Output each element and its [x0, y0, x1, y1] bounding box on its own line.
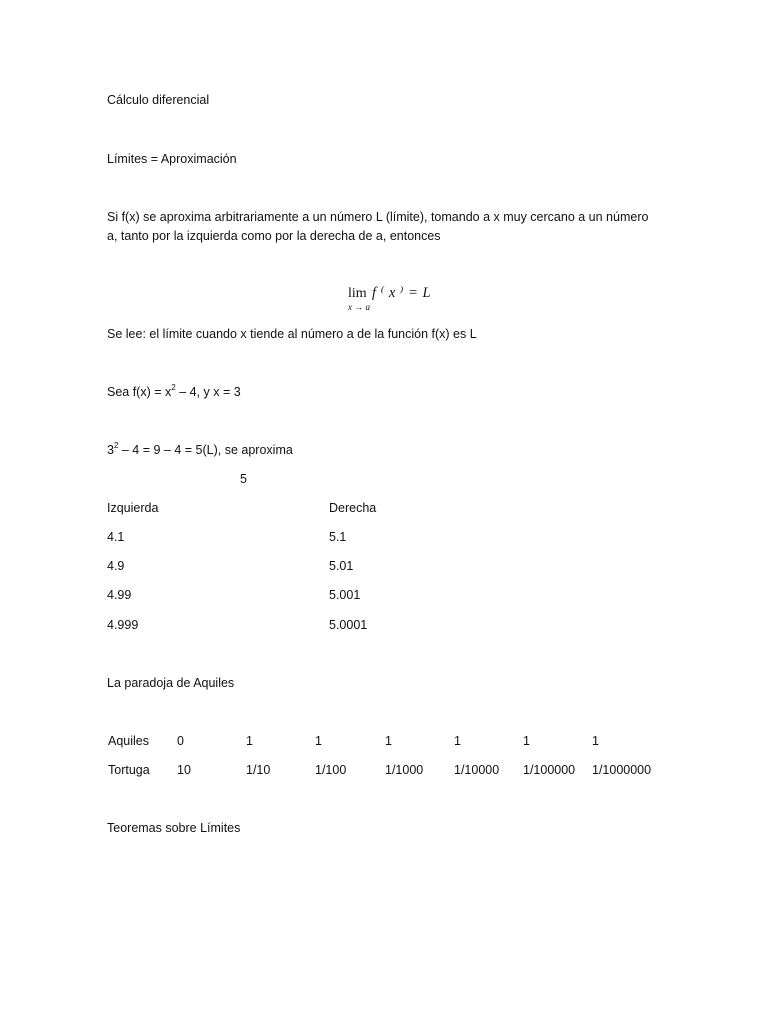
example-function-suffix: – 4, y x = 3 — [175, 385, 241, 399]
table-header-left: Izquierda — [107, 501, 159, 515]
paradox-cell: 1 — [246, 734, 253, 748]
example-function — [107, 382, 241, 402]
reading-line: Se lee: el límite cuando x tiende al número a de la función f(x) es L — [107, 327, 477, 341]
paradox-cell: 1 — [592, 734, 599, 748]
table-cell: 5.0001 — [329, 618, 368, 632]
paradox-cell: 10 — [177, 763, 191, 777]
theorems-title: Teoremas sobre Límites — [107, 821, 241, 835]
paradox-cell: 1/10 — [246, 763, 271, 777]
table-header-right: Derecha — [329, 501, 377, 515]
example-function-exponent: 2 — [171, 383, 176, 392]
table-cell: 4.99 — [107, 588, 132, 602]
limit-operator: lim — [348, 286, 367, 301]
limit-subscript: x → a — [348, 302, 370, 312]
example-calculation — [107, 440, 293, 460]
document-title: Cálculo diferencial — [107, 93, 210, 107]
paradox-cell: 1/100 — [315, 763, 347, 777]
paradox-cell: 1/10000 — [454, 763, 500, 777]
paradox-cell: 1/100000 — [523, 763, 576, 777]
approx-target: 5 — [240, 472, 247, 486]
definition-line-2: a, tanto por la izquierda como por la derecha de a, entonces — [107, 229, 441, 243]
section-subtitle: Límites = Aproximación — [107, 152, 237, 166]
calc-rest: – 4 = 9 – 4 = 5(L), se aproxima — [118, 443, 293, 457]
definition-line-1: Si f(x) se aproxima arbitrariamente a un número L (límite), tomando a x muy cercano a un número — [107, 210, 649, 224]
paradox-row-label: Tortuga — [108, 763, 150, 777]
limit-expression: f ⁽ x ⁾ = L — [372, 285, 432, 301]
table-cell: 5.1 — [329, 530, 347, 544]
paradox-cell: 1 — [454, 734, 461, 748]
table-cell: 5.001 — [329, 588, 361, 602]
paradox-row-label: Aquiles — [108, 734, 149, 748]
paradox-cell: 1 — [385, 734, 392, 748]
paradox-cell: 1 — [523, 734, 530, 748]
table-cell: 5.01 — [329, 559, 354, 573]
example-function-prefix: Sea f(x) = x — [107, 385, 172, 399]
table-cell: 4.9 — [107, 559, 125, 573]
table-cell: 4.1 — [107, 530, 125, 544]
calc-base: 3 — [107, 443, 114, 457]
calc-exponent: 2 — [113, 441, 119, 450]
limit-formula — [346, 282, 456, 314]
paradox-cell: 0 — [177, 734, 184, 748]
paradox-cell: 1 — [315, 734, 322, 748]
table-cell: 4.999 — [107, 618, 139, 632]
paradox-title: La paradoja de Aquiles — [107, 676, 235, 690]
paradox-cell: 1/1000 — [385, 763, 424, 777]
paradox-cell: 1/1000000 — [592, 763, 652, 777]
